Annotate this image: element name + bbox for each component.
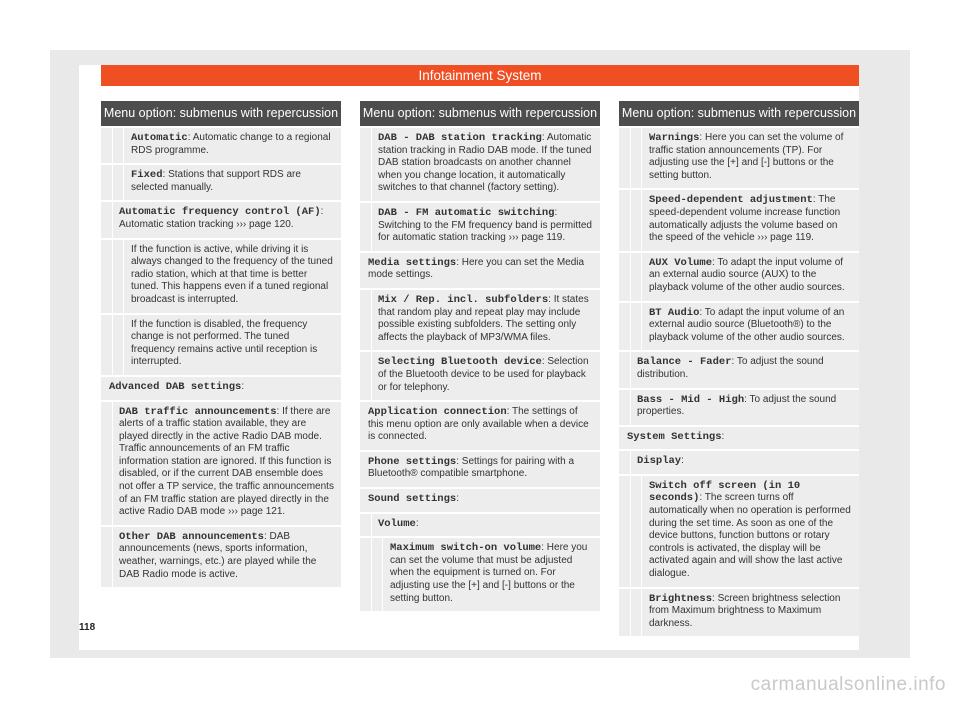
row-text	[649, 593, 853, 631]
row-text	[131, 319, 335, 369]
row-text	[378, 294, 594, 344]
indent-rule	[641, 303, 642, 351]
row-text	[649, 194, 853, 244]
row-text	[109, 381, 335, 394]
menu-option-name: Automatic	[131, 132, 188, 144]
indent-rule	[123, 315, 124, 375]
table-row	[619, 388, 859, 425]
row-text	[119, 206, 335, 231]
table-heading: Menu option: submenus with repercussion	[619, 101, 859, 126]
indent-rule	[112, 240, 113, 313]
row-description: : Automatic station tracking ››› page 120.	[119, 206, 324, 230]
menu-option-name: Speed-dependent adjustment	[649, 194, 813, 207]
row-description: : Here you can set the Media mode settings.	[368, 256, 585, 281]
row-description: : If there are alerts of a traffic station available, they are played directly in the active Radio DAB mode. Traffic announcements of an FM traffic information station are ignored. If this function is disabled, or if the current DAB ensemble does not offer a TP service, the traffic announcements of an FM traffic station are played directly in the active Radio DAB mode ››› page 121.	[119, 405, 334, 518]
indent-rule	[123, 240, 124, 313]
row-description: : To adjust the sound distribution.	[637, 356, 824, 380]
menu-option-name: Balance - Fader	[637, 356, 732, 369]
table-row	[619, 449, 859, 474]
indent-rule	[382, 538, 383, 611]
indent-rule	[371, 203, 372, 251]
menu-table-1	[101, 101, 341, 587]
section-header: Infotainment System	[101, 65, 859, 86]
indent-rule	[630, 352, 631, 387]
row-text	[368, 456, 594, 481]
row-description: : Here you can set the volume of traffic station announcements (TP). For adjusting use the [+] and [-] buttons or the setting button.	[649, 132, 844, 181]
menu-option-name: Phone settings	[368, 455, 457, 468]
row-text	[378, 132, 594, 195]
row-description: :	[456, 493, 459, 505]
row-text	[119, 406, 335, 519]
indent-rule	[630, 390, 631, 425]
indent-rule	[371, 514, 372, 537]
menu-option-name: Automatic frequency control (AF)	[119, 206, 321, 219]
row-description: : The screen turns off automatically when no operation is performed during the set time. As soon as one of the device buttons, function buttons or rotary controls is activated, the display will be activated again and will show the last active dialogue.	[649, 492, 851, 580]
table-heading: Menu option: submenus with repercussion	[101, 101, 341, 126]
row-text	[390, 542, 594, 605]
row-text	[378, 207, 594, 245]
menu-option-name: Warnings	[649, 132, 700, 144]
indent-rule	[641, 476, 642, 587]
indent-rule	[371, 128, 372, 201]
indent-rule	[630, 128, 631, 188]
row-description: : The speed-dependent volume increase function automatically adjusts the volume based on the speed of the vehicle ››› page 119.	[649, 194, 841, 244]
table-row	[101, 126, 341, 163]
indent-rule	[641, 589, 642, 637]
row-description: :	[415, 517, 419, 529]
menu-option-name: Fixed	[131, 169, 163, 182]
table-row	[619, 188, 859, 250]
row-description: : It states that random play and repeat play may include possible existing subfolders. The setting only affects the playback of MP3/WMA files.	[378, 293, 589, 343]
table-body	[619, 126, 859, 636]
menu-option-name: System Settings	[627, 430, 722, 443]
row-description: : Stations that support RDS are selected manually.	[131, 169, 301, 193]
row-text	[637, 394, 853, 419]
table-row	[619, 126, 859, 188]
indent-rule	[630, 303, 631, 351]
menu-option-name: Bass - Mid - High	[637, 393, 745, 406]
row-description: If the function is disabled, the frequency change is not performed. The tuned frequency remains active until reception is interrupted.	[131, 318, 318, 368]
menu-option-name: Application connection	[368, 406, 507, 419]
table-row	[101, 400, 341, 525]
row-text	[368, 493, 594, 506]
menu-table-2	[360, 101, 600, 611]
indent-rule	[641, 253, 642, 301]
row-description: :	[721, 430, 725, 442]
menu-option-name: DAB - FM automatic switching	[378, 206, 555, 219]
indent-rule	[112, 315, 113, 375]
indent-rule	[112, 202, 113, 237]
table-heading: Menu option: submenus with repercussion	[360, 101, 600, 126]
row-text	[649, 132, 853, 182]
row-description: : Settings for pairing with a Bluetooth® compatible smartphone.	[368, 455, 575, 480]
row-description: : DAB announcements (news, sports information, weather, warnings, etc.) are played while the DAB Radio mode is active.	[119, 530, 317, 580]
row-description: If the function is active, while driving it is always changed to the frequency of the tuned radio station, which at that time is better tuned. This happens even if a tuned regional broadcast is interrupted.	[131, 243, 333, 305]
table-row	[360, 512, 600, 537]
menu-table-3	[619, 101, 859, 636]
menu-option-name: Selecting Bluetooth device	[378, 356, 542, 369]
menu-option-name: Sound settings	[368, 493, 457, 506]
table-row	[619, 301, 859, 351]
menu-option-name: Maximum switch-on volume	[390, 542, 542, 555]
indent-rule	[112, 128, 113, 163]
menu-option-name: Mix / Rep. incl. subfolders	[378, 293, 549, 306]
table-row	[619, 350, 859, 387]
row-description: :	[241, 380, 245, 392]
table-row	[360, 201, 600, 251]
row-description: : Here you can set the volume that must be adjusted when the equipment is turned on. For adjusting use the [+] and [-] buttons or the setting button.	[390, 542, 588, 604]
table-row	[101, 375, 341, 400]
menu-option-name: Brightness	[649, 592, 713, 605]
indent-rule	[123, 165, 124, 200]
menu-option-name: Media settings	[368, 256, 457, 269]
indent-rule	[630, 451, 631, 474]
table-row	[619, 587, 859, 637]
indent-rule	[371, 538, 372, 611]
menu-option-name: Switch off screen (in 10 seconds)	[649, 479, 801, 505]
table-row	[101, 200, 341, 237]
row-description: : To adapt the input volume of an external audio source (AUX) to the playback volume of the other audio sources.	[649, 256, 845, 293]
menu-option-name: DAB - DAB station tracking	[378, 132, 542, 144]
table-row	[619, 474, 859, 587]
row-text	[637, 455, 853, 468]
row-description: : Automatic change to a regional RDS programme.	[131, 132, 331, 156]
row-text	[131, 244, 335, 307]
indent-rule	[630, 190, 631, 250]
row-text	[637, 356, 853, 381]
indent-rule	[112, 165, 113, 200]
indent-rule	[371, 290, 372, 350]
menu-option-name: Volume	[378, 517, 416, 530]
table-row	[360, 536, 600, 611]
row-description: : To adapt the input volume of an external audio source (Bluetooth®) to the playback volume of the other audio sources.	[649, 306, 845, 343]
row-description: : To adjust the sound properties.	[637, 393, 837, 418]
row-text	[649, 480, 853, 581]
table-row	[360, 450, 600, 487]
row-text	[378, 518, 594, 531]
table-row	[619, 251, 859, 301]
row-text	[649, 307, 853, 345]
table-row	[101, 525, 341, 587]
watermark: carmanualsonline.info	[750, 674, 946, 695]
page-number: 118	[79, 622, 96, 633]
row-description: : Automatic station tracking in Radio DAB mode. If the tuned DAB station broadcasts on another channel when you change location, it automatically switches to that channel (factory setting).	[378, 132, 592, 194]
indent-rule	[641, 190, 642, 250]
indent-rule	[371, 352, 372, 400]
row-text	[649, 257, 853, 295]
table-body	[101, 126, 341, 587]
table-row	[360, 350, 600, 400]
table-row	[360, 126, 600, 201]
menu-option-name: AUX Volume	[649, 256, 713, 269]
indent-rule	[112, 527, 113, 587]
row-description: :	[681, 455, 684, 467]
menu-option-name: Advanced DAB settings	[109, 380, 242, 393]
row-text	[378, 356, 594, 394]
table-row	[360, 288, 600, 350]
menu-option-name: Other DAB announcements	[119, 530, 264, 543]
table-row	[101, 313, 341, 375]
table-row	[101, 238, 341, 313]
indent-rule	[112, 402, 113, 525]
indent-rule	[630, 253, 631, 301]
table-row	[101, 163, 341, 200]
row-text	[131, 169, 335, 194]
menu-option-name: Display	[637, 455, 682, 468]
row-description: : Screen brightness selection from Maximum brightness to Maximum darkness.	[649, 592, 841, 629]
row-description: : The settings of this menu option are only available when a device is connected.	[368, 406, 589, 443]
table-row	[360, 487, 600, 512]
row-description: : Switching to the FM frequency band is permitted for automatic station tracking ››› page 119.	[378, 206, 592, 244]
indent-rule	[123, 128, 124, 163]
menu-option-name: DAB traffic announcements	[119, 405, 277, 418]
table-body	[360, 126, 600, 611]
indent-rule	[630, 589, 631, 637]
table-row	[360, 251, 600, 288]
indent-rule	[641, 128, 642, 188]
row-text	[627, 431, 853, 444]
table-row	[360, 400, 600, 450]
row-text	[131, 132, 335, 157]
row-text	[119, 531, 335, 581]
row-text	[368, 257, 594, 282]
table-row	[619, 425, 859, 450]
row-description: : Selection of the Bluetooth device to be used for playback or for telephony.	[378, 356, 589, 393]
indent-rule	[630, 476, 631, 587]
row-text	[368, 406, 594, 444]
menu-option-name: BT Audio	[649, 306, 700, 319]
